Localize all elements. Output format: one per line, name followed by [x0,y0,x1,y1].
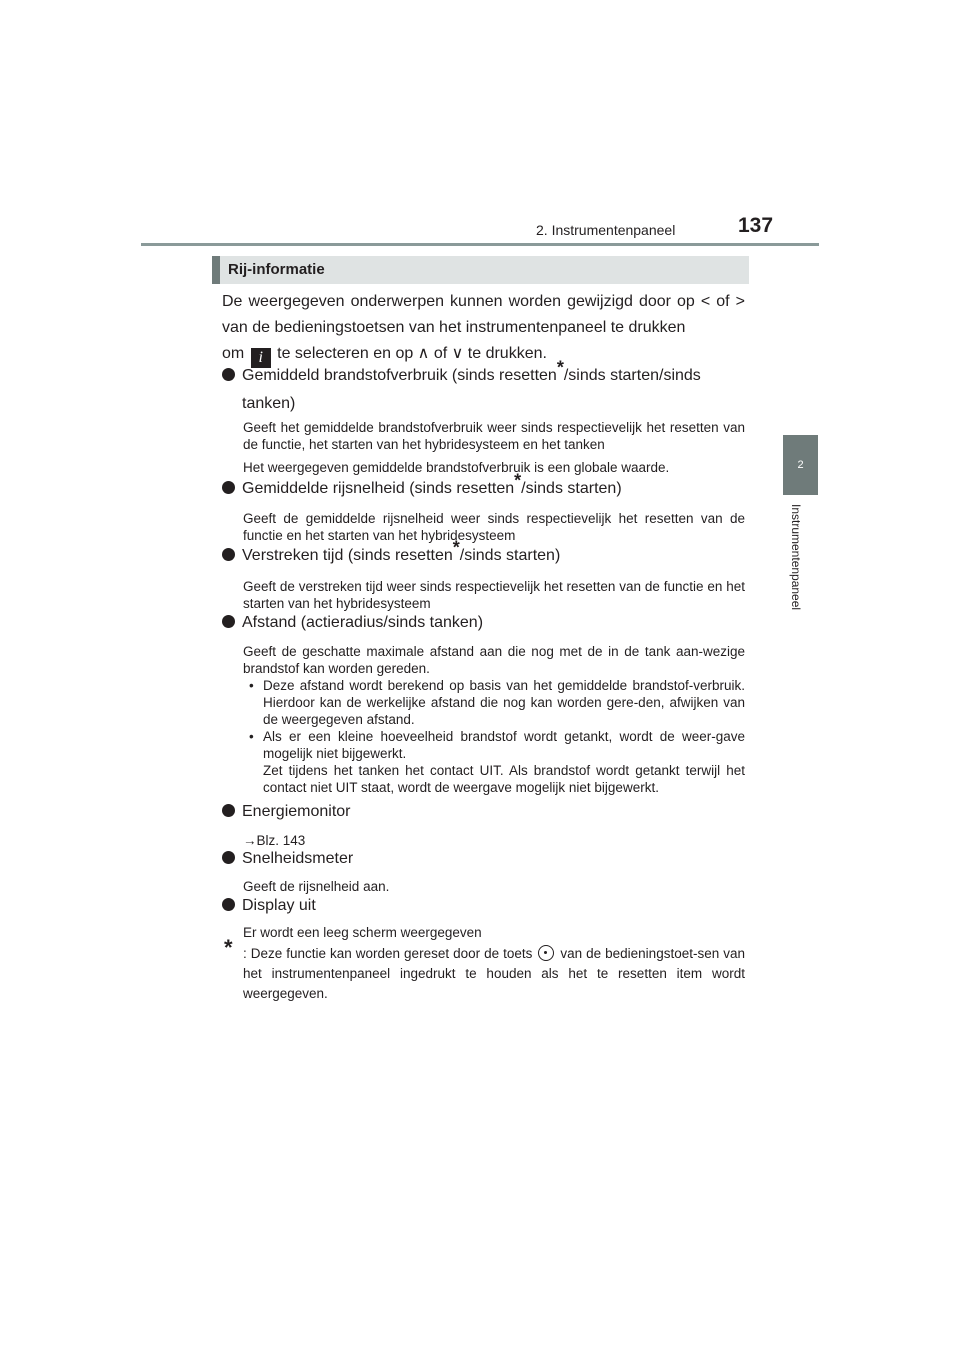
item-title: Gemiddelde rijsnelheid (sinds resetten [242,480,515,497]
chapter-tab-number: 2 [797,459,804,471]
sub-bullet-text: Als er een kleine hoeveelheid brandstof wordt getankt, wordt de weer-gave mogelijk niet bijgewerkt. [263,729,745,761]
asterisk-marker: * [452,537,460,558]
intro-paragraph [222,289,745,368]
item-title: Energiemonitor [242,803,351,820]
page-number: 137 [738,214,774,237]
item-title-cont: /sinds starten) [459,547,561,564]
item-desc-text: Er wordt een leeg scherm weergegeven [243,925,482,940]
item-title: Display uit [242,897,316,914]
bullet-dot-icon [222,804,235,817]
bullet-dot-icon [222,615,235,628]
info-i-icon: i [251,348,271,368]
sub-bullet: • Als er een kleine hoeveelheid brandstof wordt getankt, wordt de weer-gave mogelijk niet bijgewerkt. Zet tijdens het tanken het contact UIT. Als brandstof wordt getankt terwijl het contact niet UIT staat, wordt de weergave mogelijk niet bijgewerkt. [249,729,745,795]
sub-bullet-text: Zet tijdens het tanken het contact UIT. Als brandstof wordt getankt terwijl het contact niet UIT staat, wordt de weergave mogelijk niet bijgewerkt. [263,763,745,795]
item-title-cont: /sinds starten/sinds [563,367,701,384]
list-item [222,357,745,415]
footnote-text: : Deze functie kan worden gereset door de toets [243,946,533,961]
list-item [222,801,351,823]
list-item [222,895,316,917]
item-desc-text: Geeft het gemiddelde brandstofverbruik weer sinds respectievelijk het resetten van de functie, het starten van het hybridesysteem en het tanken [243,420,745,452]
item-description [243,924,745,941]
item-desc-text: Geeft de verstreken tijd weer sinds respectievelijk het resetten van de functie en het starten van het hybridesysteem [243,579,745,611]
intro-line: De weergegeven onderwerpen kunnen worden gewijzigd door op < of > van de bedieningstoetsen van het instrumentenpaneel te drukken [222,293,745,336]
bullet-dot-icon [222,851,235,864]
intro-before-icon: om [222,345,245,362]
chapter-tab-label: Instrumentenpaneel [789,504,803,611]
bullet-dot-icon [222,368,235,381]
list-item [222,537,561,567]
item-title: Verstreken tijd (sinds resetten [242,547,453,564]
item-title: Snelheidsmeter [242,850,354,867]
list-item [222,470,622,500]
running-header-section: 2. Instrumentenpaneel [536,222,676,238]
item-desc-text: Het weergegeven gemiddelde brandstofverbruik is een globale waarde. [243,460,670,475]
bullet-dot-icon [222,548,235,561]
item-description [243,419,745,476]
item-description [243,510,745,544]
intro-after-icon: te selecteren en op ∧ of ∨ te drukken. [277,345,547,362]
bullet-dot-icon [222,898,235,911]
item-desc-text: Geeft de gemiddelde rijsnelheid weer sinds respectievelijk het resetten van de functie en het starten van het hybridesysteem [243,511,745,543]
sub-bullet-text: Deze afstand wordt berekend op basis van het gemiddelde brandstof-verbruik. Hierdoor kan de werkelijke afstand die nog kan worden gere-den, afwijken van de weergegeven afstand. [263,678,745,727]
section-title: Rij-informatie [228,261,325,278]
list-item [222,848,353,870]
asterisk-marker: * [514,470,522,491]
bullet-dot-icon [222,481,235,494]
footnote-marker: * [224,935,233,960]
footnote [224,935,745,1004]
item-description [243,643,745,796]
item-title: Afstand (actieradius/sinds tanken) [242,614,484,631]
item-desc-text: Geeft de rijsnelheid aan. [243,879,390,894]
list-item [222,612,483,634]
footnote-text: van de bedieningstoet-sen van het instrumentenpaneel ingedrukt te houden als het te resetten item wordt weergegeven. [243,946,745,1001]
item-description [243,578,745,612]
item-title-cont: /sinds starten) [521,480,622,497]
chapter-tab[interactable] [783,435,818,495]
asterisk-marker: * [556,357,564,378]
page-reference-link[interactable] [243,832,745,849]
item-title: Gemiddeld brandstofverbruik (sinds resetten [242,367,557,384]
reset-button-icon [538,945,554,961]
sub-bullet: • Deze afstand wordt berekend op basis van het gemiddelde brandstof-verbruik. Hierdoor kan de werkelijke afstand die nog kan worden gere-den, afwijken van de weergegeven afstand. [249,678,745,727]
section-header [212,256,749,284]
item-desc-text: →Blz. 143 [243,833,306,848]
item-desc-text: Geeft de geschatte maximale afstand aan die nog met de in de tank aan-wezige brandstof kan worden gereden. [243,644,745,676]
item-description [243,878,745,895]
item-title-cont: tanken) [242,395,296,412]
header-rule [141,243,819,246]
